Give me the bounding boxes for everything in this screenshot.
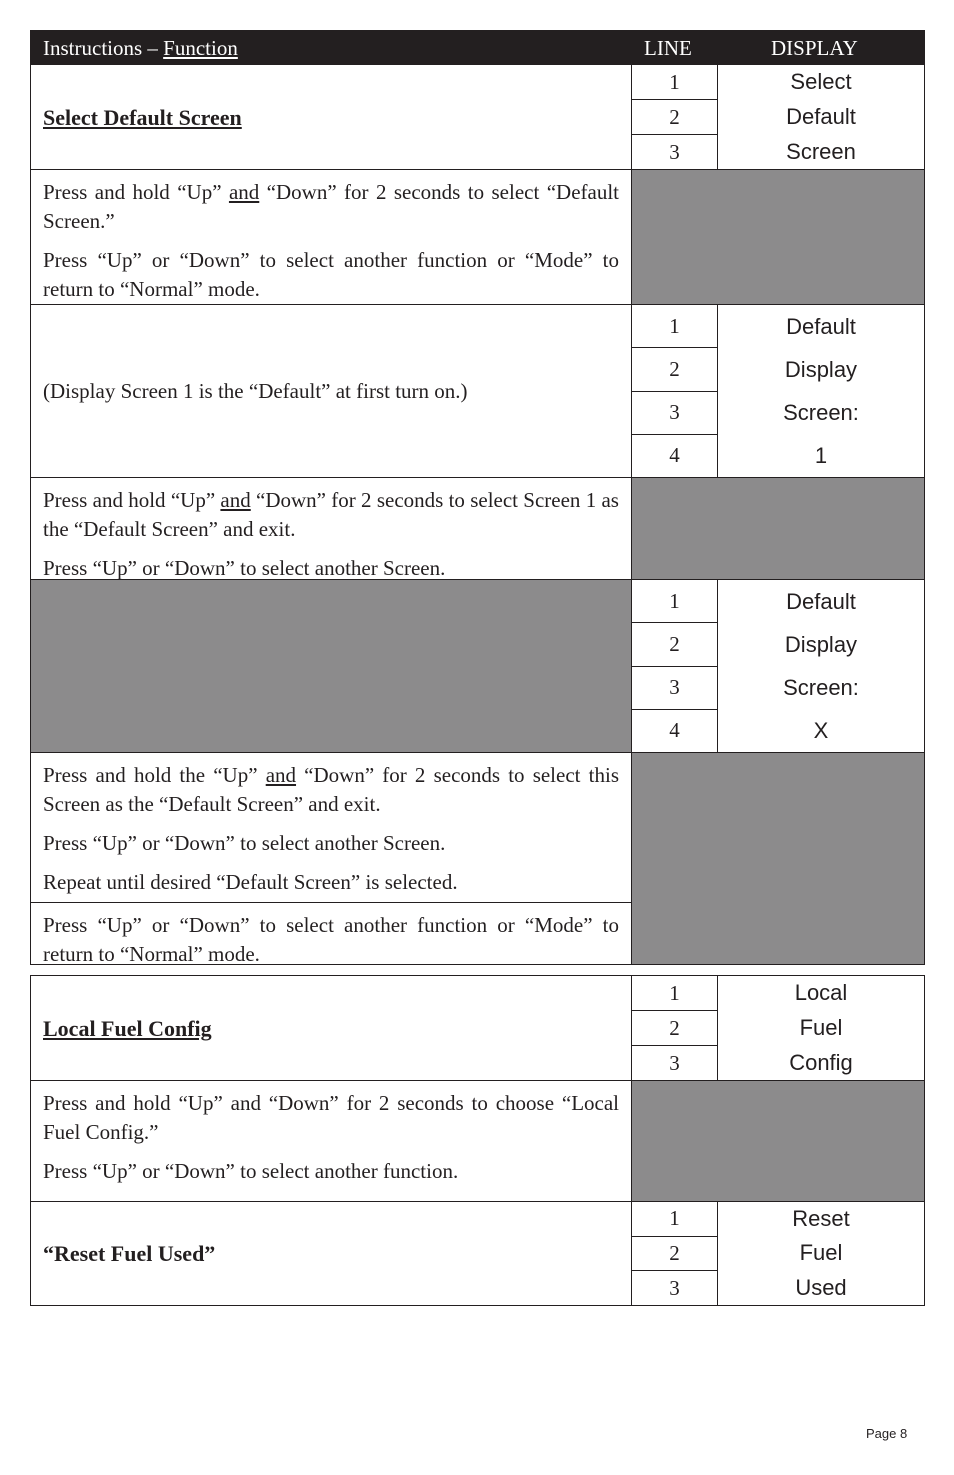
shaded-cell	[632, 478, 924, 579]
instruction-cell	[31, 903, 632, 964]
line-number: 1	[669, 313, 680, 338]
row-default-display-x	[31, 579, 924, 752]
display-text	[718, 580, 924, 752]
instruction-cell	[31, 1202, 632, 1305]
shaded-cell	[31, 580, 632, 752]
instruction-paragraph	[43, 178, 619, 236]
instruction-paragraph: Press “Up” or “Down” to select another function.	[43, 1159, 459, 1183]
emphasis: and	[265, 763, 297, 787]
line-number: 3	[632, 134, 717, 169]
line-number: 1	[669, 980, 680, 1005]
line-numbers	[632, 1202, 718, 1305]
line-display-cell	[632, 305, 924, 477]
instruction-cell	[31, 1081, 632, 1201]
instruction-cell	[31, 170, 632, 304]
display-line: Local	[794, 980, 848, 1006]
instruction-paragraph	[43, 486, 619, 544]
shaded-cell	[632, 1081, 924, 1201]
line-numbers	[632, 305, 718, 477]
instruction-paragraph: Press “Up” or “Down” to select another Screen.	[43, 556, 446, 580]
header-function-label: Function	[163, 36, 238, 60]
line-display-cell	[632, 976, 924, 1080]
line-number: 3	[632, 391, 717, 434]
line-display-cell	[632, 65, 924, 169]
instruction-paragraph: Repeat until desired “Default Screen” is selected.	[43, 870, 458, 894]
display-line: Reset	[792, 1206, 850, 1232]
display-line: Fuel	[799, 1015, 843, 1040]
display-line: Screen:	[783, 674, 859, 700]
row-reset-fuel-used	[31, 1201, 924, 1305]
instruction-cell	[31, 305, 632, 477]
line-number: 3	[632, 666, 717, 709]
row-instructions-fuel	[31, 1080, 924, 1201]
line-number: 2	[632, 99, 717, 134]
display-line: Screen	[786, 138, 856, 164]
display-line: Default	[786, 104, 856, 129]
table-header	[31, 31, 924, 65]
header-instructions	[43, 36, 238, 61]
instruction-paragraph	[43, 761, 619, 819]
line-numbers	[632, 580, 718, 752]
display-line: Default	[786, 313, 856, 339]
display-line: Config	[789, 1049, 853, 1075]
instruction-cell	[31, 478, 632, 579]
emphasis: and	[220, 488, 251, 512]
instruction-paragraph: Press and hold “Up” and “Down” for 2 seconds to choose “Local Fuel Config.”	[43, 1091, 619, 1144]
line-number: 4	[632, 709, 717, 752]
display-text	[718, 305, 924, 477]
shaded-cell	[632, 753, 924, 964]
row-instructions-2	[31, 477, 924, 579]
line-number: 1	[669, 69, 680, 94]
section-title: Local Fuel Config	[43, 1015, 212, 1041]
header-line: LINE	[644, 36, 692, 60]
row-instructions-3	[31, 752, 924, 964]
line-number: 2	[632, 347, 717, 390]
header-instructions-prefix: Instructions –	[43, 36, 164, 60]
line-numbers	[632, 65, 718, 169]
line-numbers	[632, 976, 718, 1080]
row-local-fuel-config	[31, 976, 924, 1080]
text: Press and hold “Up”	[43, 180, 229, 204]
display-line: Select	[790, 69, 852, 95]
instruction-paragraph: Press “Up” or “Down” to select another function or “Mode” to return to “Normal” mode.	[43, 248, 619, 301]
text: “Down” for 2 seconds to select Screen 1 as the “Default Screen” and exit.	[43, 488, 619, 541]
display-line: Display	[784, 631, 858, 657]
line-number: 4	[632, 434, 717, 477]
display-line: Screen:	[783, 399, 859, 425]
display-line: Fuel	[799, 1240, 843, 1266]
line-number: 2	[632, 1236, 717, 1271]
line-display-cell	[632, 1202, 924, 1305]
note-text: (Display Screen 1 is the “Default” at first turn on.)	[43, 378, 468, 403]
emphasis: and	[228, 180, 260, 204]
line-number: 3	[632, 1045, 717, 1080]
row-instructions-1	[31, 169, 924, 304]
text: Press and hold “Up”	[43, 488, 221, 512]
row-default-display-1	[31, 304, 924, 477]
line-display-cell	[632, 580, 924, 752]
line-number: 2	[632, 1010, 717, 1045]
text: Press and hold the “Up”	[43, 763, 266, 787]
display-text	[718, 65, 924, 169]
display-line: X	[813, 717, 829, 743]
header-display: DISPLAY	[771, 36, 858, 60]
line-number: 2	[632, 622, 717, 665]
shaded-cell	[632, 170, 924, 304]
display-text	[718, 1202, 924, 1305]
line-number: 1	[669, 1206, 680, 1231]
row-select-default-screen	[31, 65, 924, 169]
text: “Down” for 2 seconds to select “Default Screen.”	[43, 180, 619, 233]
instruction-paragraph: Press “Up” or “Down” to select another function or “Mode” to return to “Normal” mode.	[43, 913, 619, 966]
text: “Down” for 2 seconds to select this Screen as the “Default Screen” and exit.	[43, 763, 619, 816]
display-line: Default	[786, 588, 856, 614]
display-line: Used	[795, 1274, 847, 1300]
line-number: 1	[669, 588, 680, 613]
display-text	[718, 976, 924, 1080]
section-title: Select Default Screen	[43, 104, 242, 130]
display-line: 1	[814, 442, 828, 468]
local-fuel-config-table	[30, 975, 925, 1306]
instruction-cell	[31, 65, 632, 169]
instruction-paragraph: Press “Up” or “Down” to select another Screen.	[43, 831, 446, 855]
select-default-screen-table	[30, 30, 925, 965]
instruction-cell	[31, 976, 632, 1080]
page-number: Page 8	[866, 1426, 908, 1441]
reset-title: “Reset Fuel Used”	[43, 1241, 216, 1266]
line-number: 3	[632, 1270, 717, 1305]
instruction-cell	[31, 753, 632, 903]
display-line: Display	[784, 356, 858, 382]
